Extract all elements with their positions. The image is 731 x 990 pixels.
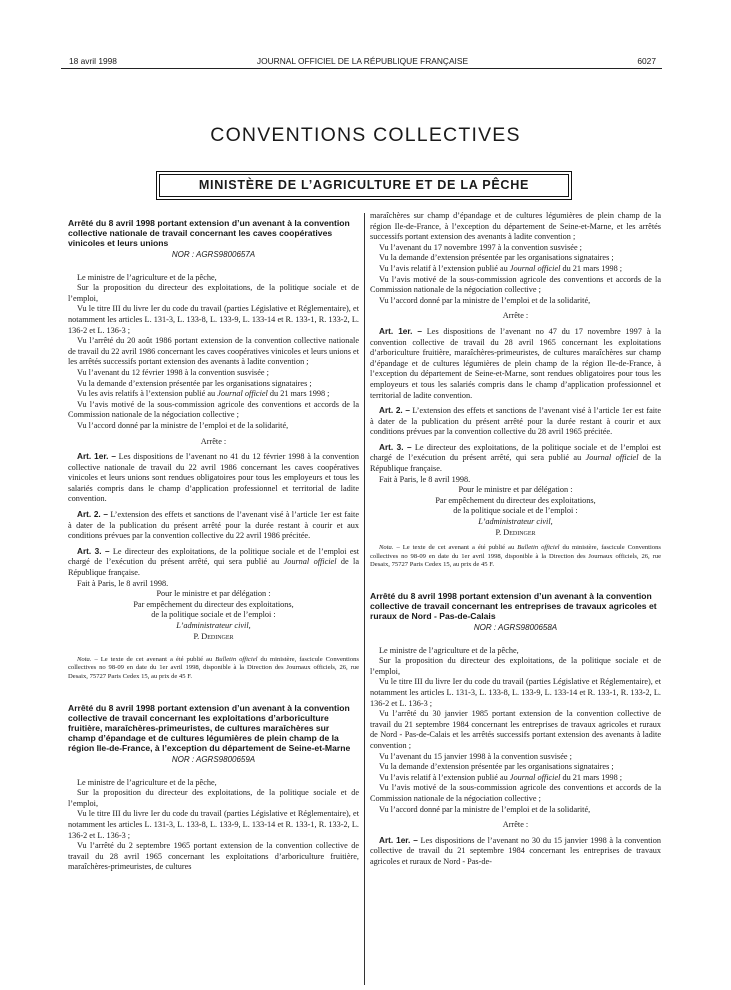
- date-place: Fait à Paris, le 8 avril 1998.: [77, 578, 169, 588]
- right-column: [370, 211, 661, 868]
- paragraph: Vu la demande d’extension présentée par les organisations signataires ;: [77, 378, 312, 388]
- arrete-label: Arrête :: [502, 311, 529, 321]
- paragraph: Vu l’avenant du 15 janvier 1998 à la convention susvisée ;: [379, 751, 572, 761]
- paragraph: Vu l’arrêté du 20 août 1986 portant extension de la convention collective nationale de travail du 22 avril 1986 concernant les caves coopératives vinicoles et leurs unions et les arrêtés successifs portant extension des avenants à ladite convention ;: [68, 336, 359, 367]
- nor-reference: NOR : AGRS9800659A: [171, 755, 256, 765]
- paragraph: Le ministre de l’agriculture et de la pêche,: [379, 645, 519, 655]
- nor-reference: NOR : AGRS9800657A: [171, 250, 256, 259]
- signature-line: Pour le ministre et par délégation :: [156, 589, 271, 599]
- paragraph: Vu l’avis motivé de la sous-commission agricole des conventions et accords de la Commission nationale de la négociation collective ;: [370, 274, 661, 295]
- header-rule: [61, 68, 662, 69]
- section-title: CONVENTIONS COLLECTIVES: [210, 124, 521, 146]
- paragraph: Vu l’accord donné par la ministre de l’emploi et de la solidarité,: [379, 804, 591, 814]
- article-3: Art. 3. – Le directeur des exploitations, de la politique sociale et de l’emploi est chargé de l’exécution du présent arrêté, qui sera publié au Journal officiel de la République française.: [370, 442, 662, 474]
- header-page-number: 6027: [637, 56, 656, 66]
- paragraph: Vu la demande d’extension présentée par les organisations signataires ;: [379, 253, 614, 263]
- signature-line: L’administrateur civil,: [478, 517, 553, 527]
- paragraph: Le ministre de l’agriculture et de la pêche,: [77, 272, 217, 282]
- paragraph: Vu l’avenant du 17 novembre 1997 à la convention susvisée ;: [379, 242, 582, 252]
- ministry-title: MINISTÈRE DE L’AGRICULTURE ET DE LA PÊCHE: [159, 174, 569, 197]
- article-1: Art. 1er. – Les dispositions de l’avenant no 41 du 12 février 1998 à la convention collective nationale de travail du 22 avril 1986 concernant les caves coopératives vinicoles et leurs unions sont rendues obligatoires pour tous les employeurs et tous les salariés compris dans le champ d’application professionnel et territorial de ladite convention.: [68, 452, 360, 504]
- paragraph: Vu l’avis relatif à l’extension publié au Journal officiel du 21 mars 1998 ;: [379, 263, 623, 273]
- article-3: Art. 3. – Le directeur des exploitations, de la politique sociale et de l’emploi est chargé de l’exécution du présent arrêté, qui sera publié au Journal officiel de la République française.: [68, 546, 360, 578]
- paragraph: Vu la demande d’extension présentée par les organisations signataires ;: [379, 762, 614, 772]
- signature-line: L’administrateur civil,: [176, 621, 251, 630]
- paragraph: Vu l’accord donné par la ministre de l’emploi et de la solidarité,: [77, 420, 289, 430]
- paragraph: Vu le titre III du livre Ier du code du travail (parties Législative et Réglementaire), et notamment les articles L. 131-3, L. 133-8, L. 133-9, L. 133-14 et R. 133-1, R. 133-2, L. 136-2 et L. 136-3 ;: [68, 809, 359, 840]
- paragraph: Vu l’avis relatif à l’extension publié au Journal officiel du 21 mars 1998 ;: [379, 772, 623, 782]
- paragraph: Vu l’accord donné par la ministre de l’emploi et de la solidarité,: [379, 295, 591, 305]
- publication-note: Nota. – Le texte de cet avenant a été publié au Bulletin officiel du ministère, fascicule Conventions collectives no 98-09 en date du 1er avril 1998, disponible à la Direction des Journaux officiels, 26, rue Desaix, 75727 Paris Cedex 15, au prix de 45 F.: [370, 544, 661, 568]
- signatory: P. Dedinger: [495, 527, 536, 537]
- article-2: Art. 2. – L’extension des effets et sanctions de l’avenant visé à l’article 1er est faite à dater de la publication du présent arrêté pour la durée restant à courir et aux conditions prévues par la convention collective du 28 avril 1965 précitée.: [370, 406, 662, 437]
- paragraph: Vu l’arrêté du 2 septembre 1965 portant extension de la convention collective de travail du 28 avril 1965 concernant les exploitations d’arboriculture fruitière, maraîchères-primeuristes, de cultures: [68, 841, 359, 872]
- paragraph: Sur la proposition du directeur des exploitations, de la politique sociale et de l’emploi,: [68, 283, 359, 303]
- arrete-label: Arrête :: [502, 820, 529, 830]
- paragraph: Vu les avis relatifs à l’extension publié au Journal officiel du 21 mars 1998 ;: [77, 389, 330, 399]
- column-divider: [364, 213, 365, 985]
- header-date: 18 avril 1998: [69, 56, 117, 66]
- paragraph: Sur la proposition du directeur des exploitations, de la politique sociale et de l’emploi,: [370, 656, 661, 676]
- paragraph: Vu le titre III du livre Ier du code du travail (parties Législative et Réglementaire), et notamment les articles L. 131-3, L. 133-8, L. 133-9, L. 133-14 et R. 133-1, R. 133-2, L. 136-2 et L. 136-3 ;: [370, 677, 661, 708]
- ministry-banner: [156, 171, 572, 200]
- article-title: Arrêté du 8 avril 1998 portant extension d’un avenant à la convention collective de travail concernant les entreprises de travaux agricoles et ruraux de Nord - Pas-de-Calais: [370, 591, 657, 622]
- signature-line: de la politique sociale et de l’emploi :: [453, 506, 578, 516]
- date-place: Fait à Paris, le 8 avril 1998.: [379, 474, 471, 484]
- paragraph: Vu le titre III du livre Ier du code du travail (parties Législative et Réglementaire), et notamment les articles L. 131-3, L. 133-8, L. 133-9, L. 133-14 et R. 133-1, R. 133-2, L. 136-2 et L. 136-3 ;: [68, 304, 359, 335]
- paragraph: Vu l’avis motivé de la sous-commission agricole des conventions et accords de la Commission nationale de la négociation collective ;: [68, 399, 359, 420]
- signature-line: Pour le ministre et par délégation :: [458, 485, 573, 495]
- article-title: Arrêté du 8 avril 1998 portant extension d’un avenant à la convention collective nationale de travail concernant les caves coopératives vinicoles et leurs unions: [68, 218, 350, 248]
- article-1: Art. 1er. – Les dispositions de l’avenant no 30 du 15 janvier 1998 à la convention collective de travail du 21 septembre 1984 concernant les entreprises de travaux agricoles et ruraux de Nord - Pas-de-: [370, 835, 662, 866]
- article-2: Art. 2. – L’extension des effets et sanctions de l’avenant visé à l’article 1er est faite à dater de la publication du présent arrêté pour la durée restant à courir et aux conditions prévues par la convention collective du 22 avril 1986 précitée.: [68, 510, 360, 541]
- article-title: Arrêté du 8 avril 1998 portant extension d’un avenant à la convention collective de travail concernant les exploitations d’arboriculture fruitière, maraîchères-primeuristes, de cultures maraîchères sur champ d’épandage et de cultures légumières de plein champ de la région Ile-de-France, à l’exception du département de Seine-et-Marne: [68, 703, 351, 754]
- signatory: P. Dedinger: [193, 631, 234, 641]
- signature-line: Par empêchement du directeur des exploitations,: [133, 599, 294, 609]
- nor-reference: NOR : AGRS9800658A: [473, 623, 558, 633]
- publication-note: Nota. – Le texte de cet avenant a été publié au Bulletin officiel du ministère, fascicule Conventions collectives no 98-09 en date du 1er avril 1998, disponible à la Direction des Journaux officiels, 26, rue Desaix, 75727 Paris Cedex 15, au prix de 45 F.: [68, 656, 359, 680]
- paragraph: Le ministre de l’agriculture et de la pêche,: [77, 777, 217, 787]
- paragraph: Vu l’arrêté du 30 janvier 1985 portant extension de la convention collective de travail du 21 septembre 1984 concernant les entreprises de travaux agricoles et ruraux de Nord - Pas-de-Calais et les arrêtés successifs portant extension des avenants à ladite convention ;: [370, 709, 661, 751]
- paragraph: Sur la proposition du directeur des exploitations, de la politique sociale et de l’emploi,: [68, 788, 359, 808]
- left-column: [68, 218, 359, 873]
- article-1: Art. 1er. – Les dispositions de l’avenant no 47 du 17 novembre 1997 à la convention collective de travail du 28 avril 1965 concernant les exploitations d’arboriculture fruitière, maraîchères-primeuristes, de cultures maraîchères sur champ d’épandage et de cultures légumières de plein champ de la région Ile-de-France, à l’exception du département de Seine-et-Marne, sont rendues obligatoires pour tous les employeurs et tous les salariés compris dans le champ d’application professionnel et territorial de ladite convention.: [370, 326, 661, 400]
- signature-line: de la politique sociale et de l’emploi :: [151, 610, 276, 620]
- header-journal-title: JOURNAL OFFICIEL DE LA RÉPUBLIQUE FRANÇAISE: [256, 56, 469, 66]
- paragraph-continued: maraîchères sur champ d’épandage et de cultures légumières de plein champ de la région Ile-de-France, à l’exception du département de Seine-et-Marne, et les arrêtés successifs portant extension des avenants à ladite convention ;: [370, 211, 661, 242]
- signature-line: Par empêchement du directeur des exploitations,: [435, 495, 596, 505]
- paragraph: Vu l’avenant du 12 février 1998 à la convention susvisée ;: [77, 367, 269, 377]
- paragraph: Vu l’avis motivé de la sous-commission agricole des conventions et accords de la Commission nationale de la négociation collective ;: [370, 783, 661, 804]
- arrete-label: Arrête :: [200, 436, 227, 446]
